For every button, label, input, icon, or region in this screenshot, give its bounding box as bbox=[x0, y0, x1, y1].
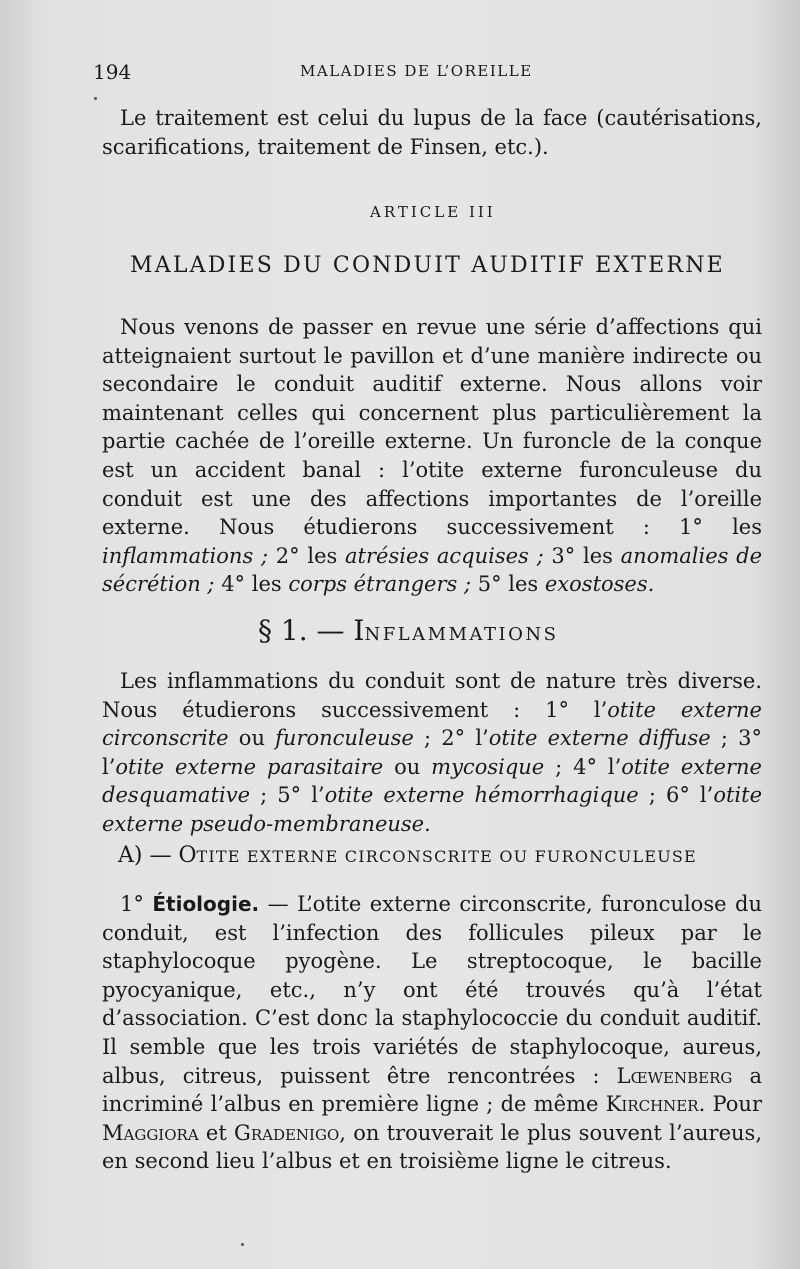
text-run: — L’otite externe circonscrite, furonculose du conduit, est l’infection des follicules pileux par le staphylocoque pyogène. Le streptocoque, le bacille pyocyanique, etc., n’y ont été trouvés qu’à l’état d’association. C’est donc la staphylococcie du conduit auditif. Il semble que les trois variétés de staphylocoque, aureus, albus, citreus, puissent être rencontrées : bbox=[102, 892, 762, 1088]
emphasis: atrésies acquises ; bbox=[345, 543, 544, 568]
print-speck bbox=[94, 97, 97, 100]
author-name: Lœwenberg bbox=[616, 1063, 733, 1088]
running-head: MALADIES DE L’OREILLE bbox=[300, 62, 533, 80]
section-title-rest: NFLAMMATIONS bbox=[364, 624, 559, 645]
author-name: Maggiora bbox=[102, 1120, 199, 1145]
inflammations-paragraph bbox=[102, 667, 762, 839]
emphasis: inflammations ; bbox=[102, 543, 269, 568]
text-run: 4° les bbox=[214, 572, 289, 597]
text-run: 2° les bbox=[268, 543, 346, 568]
paragraph-text bbox=[102, 313, 762, 599]
text-run: ; 2° l’ bbox=[413, 726, 489, 751]
emphasis: furonculeuse bbox=[275, 726, 414, 751]
text-run: 5° les bbox=[471, 572, 545, 597]
intro-paragraph bbox=[102, 104, 762, 161]
section-initial: I bbox=[353, 614, 365, 647]
author-name: Kirchner bbox=[605, 1092, 699, 1117]
text-run: ; 4° l’ bbox=[544, 754, 622, 779]
emphasis: otite externe circonscrite bbox=[102, 697, 762, 751]
subsection-title-rest: TITE EXTERNE CIRCONSCRITE OU FURONCULEUSE bbox=[196, 847, 697, 866]
paragraph-text bbox=[102, 667, 762, 839]
print-speck bbox=[241, 1243, 244, 1246]
intro-line-1: Le traitement est celui du lupus de la face (cautérisations, bbox=[120, 106, 762, 130]
text-run: a incriminé l’albus en première ligne ; de même bbox=[102, 1063, 763, 1117]
paragraph-text bbox=[102, 890, 762, 1176]
subsection-prefix: A) — O bbox=[118, 843, 197, 868]
author-name: Gradenigo bbox=[234, 1120, 340, 1145]
text-run: ; 5° l’ bbox=[250, 783, 325, 808]
article-title: MALADIES DU CONDUIT AUDITIF EXTERNE bbox=[130, 253, 725, 278]
emphasis: otite externe diffuse bbox=[488, 726, 711, 751]
emphasis: corps étrangers ; bbox=[288, 572, 472, 597]
section-number: § 1. — bbox=[258, 614, 345, 647]
text-run: ou bbox=[383, 754, 432, 779]
emphasis: exostoses. bbox=[544, 572, 655, 597]
text-run: . Pour bbox=[698, 1092, 762, 1117]
emphasis: mycosique bbox=[431, 754, 545, 779]
emphasis: otite externe parasitaire bbox=[115, 754, 384, 779]
section-heading bbox=[258, 614, 559, 647]
emphasis: otite externe hémorrhagique bbox=[324, 783, 639, 808]
text-run: , on trouverait le plus souvent l’aureus, en second lieu l’albus et en troisième ligne le citreus. bbox=[102, 1120, 763, 1174]
lead-title: Étiologie. bbox=[152, 892, 260, 916]
intro-line-2: scarifications, traitement de Finsen, etc.). bbox=[102, 134, 549, 159]
text-run: et bbox=[198, 1120, 235, 1145]
text-run: 3° les bbox=[543, 543, 621, 568]
article-label: ARTICLE III bbox=[370, 203, 496, 221]
text-run: ou bbox=[228, 726, 276, 751]
page-number: 194 bbox=[93, 60, 132, 84]
emphasis: otite externe desquamative bbox=[102, 754, 762, 808]
text-run: Nous venons de passer en revue une série d’affections qui atteignaient surtout le pavillon et d’une manière indirecte ou secondaire le conduit auditif externe. Nous allons voir maintenant celles qui concernent plus particulièrement la partie cachée de l’oreille externe. Un furoncle de la conque est un accident banal : l’otite externe furonculeuse du conduit est une des affections importantes de l’oreille externe. Nous étudierons successivement : 1° les bbox=[102, 315, 762, 540]
emphasis: anomalies de sécrétion ; bbox=[102, 543, 763, 597]
text-run: ; 6° l’ bbox=[638, 783, 714, 808]
lead-number: 1° bbox=[120, 892, 144, 916]
intro-paragraph-maladies bbox=[102, 313, 762, 599]
text-run: Les inflammations du conduit sont de nature très diverse. Nous étudierons successivement : 1° l’ bbox=[102, 669, 762, 722]
emphasis: otite externe pseudo-membraneuse. bbox=[102, 783, 762, 836]
etiologie-paragraph bbox=[102, 890, 762, 1176]
text-run: ; 3° l’ bbox=[102, 726, 762, 779]
subsection-heading bbox=[118, 843, 697, 868]
